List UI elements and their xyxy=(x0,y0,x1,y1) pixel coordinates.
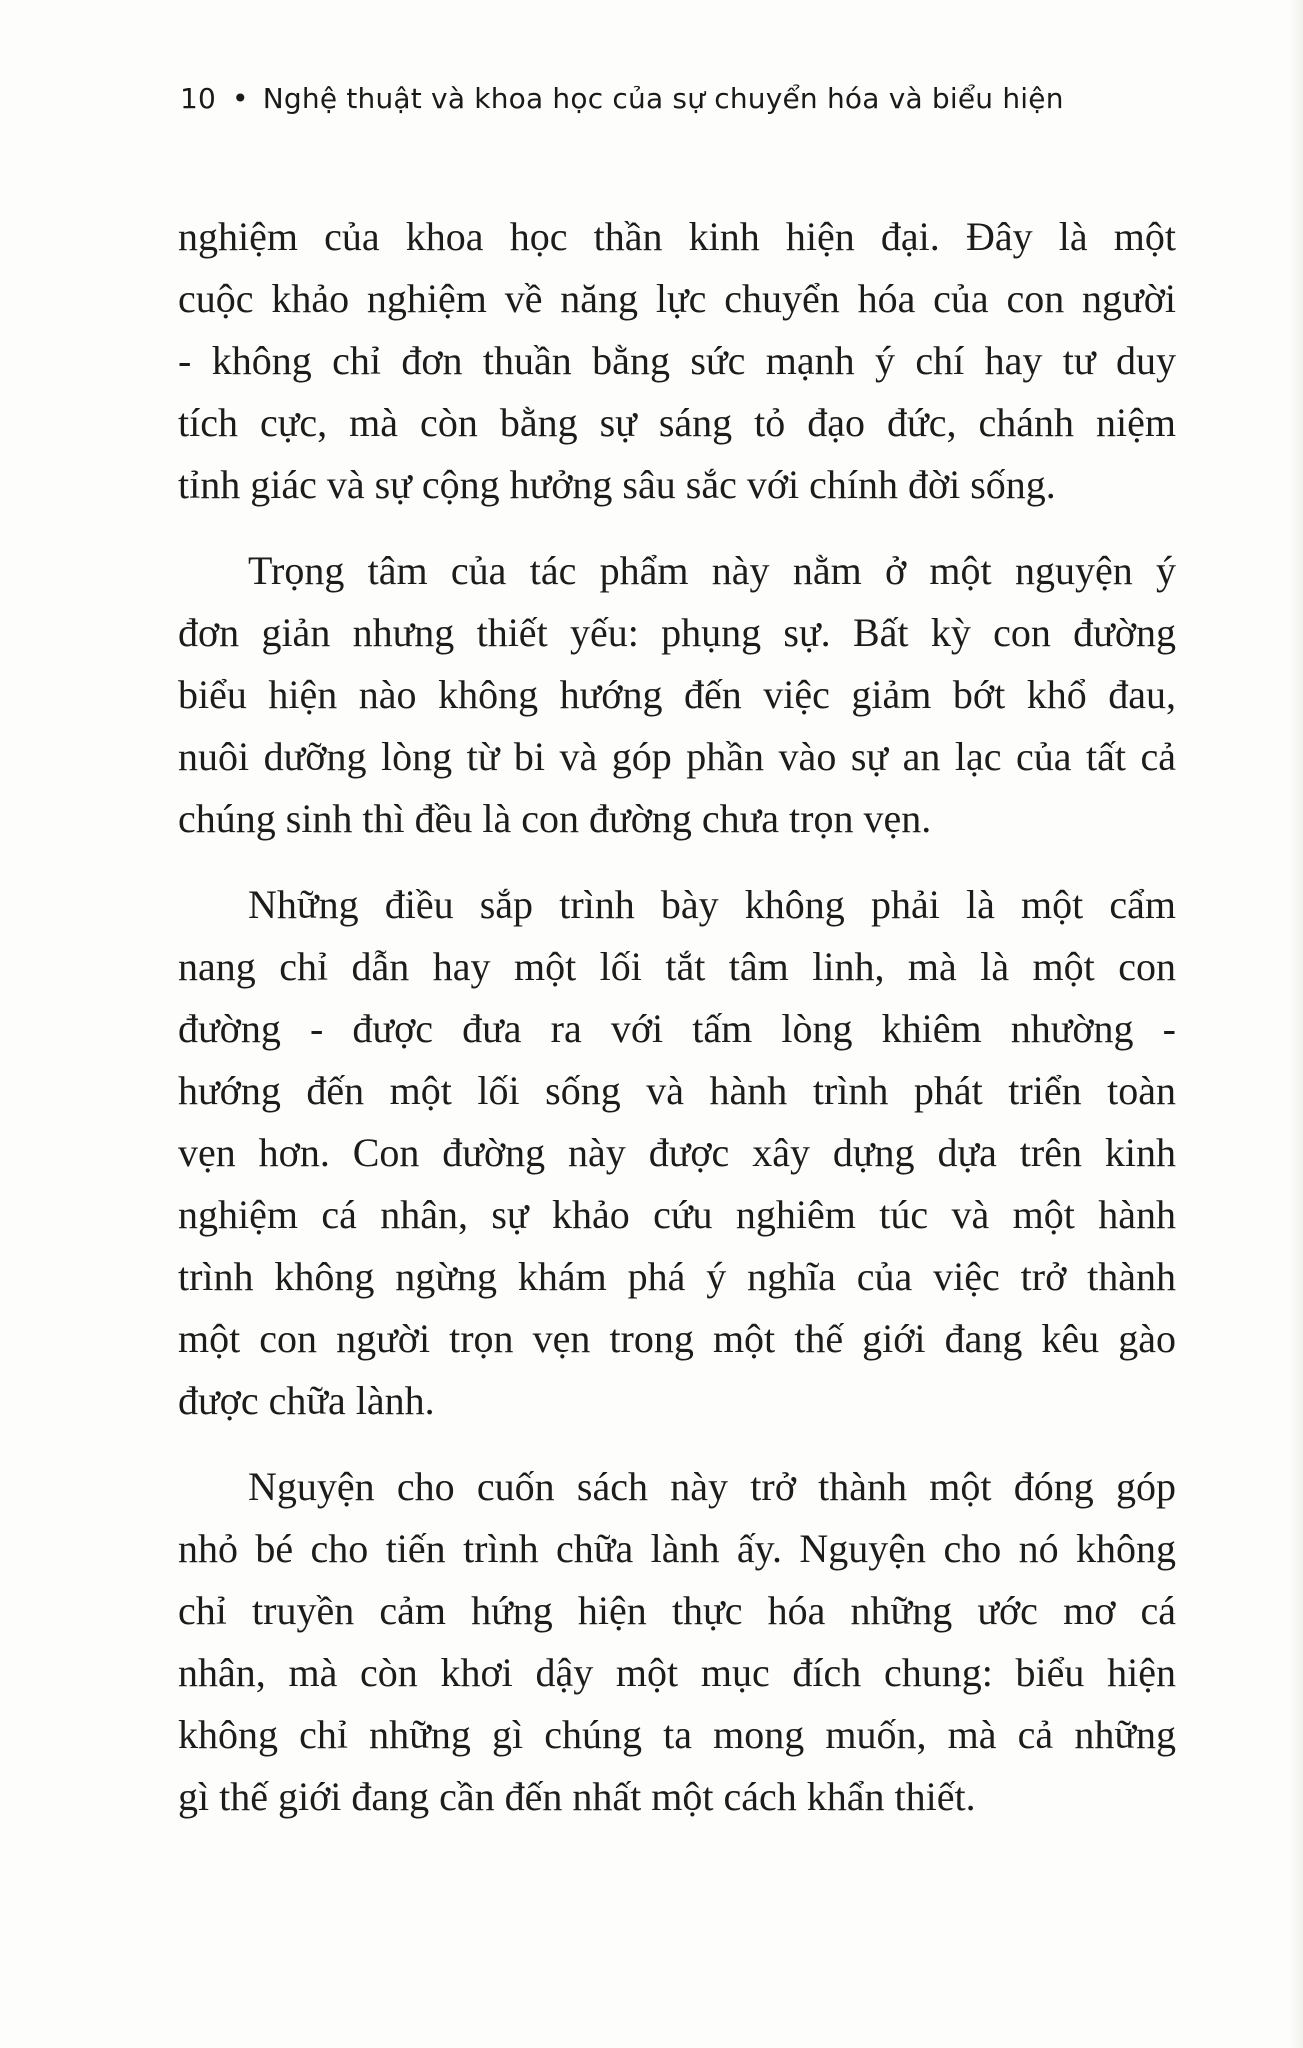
text-line: được chữa lành. xyxy=(178,1378,435,1423)
text-line: Trọng tâm của tác phẩm này nằm ở một nguyện ý xyxy=(248,548,1176,593)
text-line: Nguyện cho cuốn sách này trở thành một đóng góp xyxy=(248,1464,1176,1509)
text-line: trình không ngừng khám phá ý nghĩa của việc trở thành xyxy=(178,1254,1176,1299)
paragraph xyxy=(178,540,1176,850)
text-line: nhân, mà còn khơi dậy một mục đích chung: biểu hiện xyxy=(178,1650,1176,1695)
text-line: cuộc khảo nghiệm về năng lực chuyển hóa của con người xyxy=(178,276,1176,321)
book-title: Nghệ thuật và khoa học của sự chuyển hóa và biểu hiện xyxy=(262,82,1064,115)
text-line: hướng đến một lối sống và hành trình phát triển toàn xyxy=(178,1068,1176,1113)
page-edge-shadow xyxy=(1289,0,1303,2048)
text-line: không chỉ những gì chúng ta mong muốn, mà cả những xyxy=(178,1712,1176,1757)
text-line: nghiệm cá nhân, sự khảo cứu nghiêm túc và một hành xyxy=(178,1192,1176,1237)
text-line: chúng sinh thì đều là con đường chưa trọn vẹn. xyxy=(178,796,932,841)
paragraph xyxy=(178,1456,1176,1828)
text-line: tỉnh giác và sự cộng hưởng sâu sắc với chính đời sống. xyxy=(178,462,1056,507)
text-line: Những điều sắp trình bày không phải là một cẩm xyxy=(248,882,1176,927)
running-header xyxy=(180,82,1180,115)
text-line: tích cực, mà còn bằng sự sáng tỏ đạo đức, chánh niệm xyxy=(178,400,1176,445)
text-line: nghiệm của khoa học thần kinh hiện đại. Đây là một xyxy=(178,214,1176,259)
text-line: - không chỉ đơn thuần bằng sức mạnh ý chí hay tư duy xyxy=(178,338,1176,383)
text-line: nuôi dưỡng lòng từ bi và góp phần vào sự an lạc của tất cả xyxy=(178,734,1176,779)
text-line: biểu hiện nào không hướng đến việc giảm bớt khổ đau, xyxy=(178,672,1176,717)
text-line: nang chỉ dẫn hay một lối tắt tâm linh, mà là một con xyxy=(178,944,1176,989)
text-line: vẹn hơn. Con đường này được xây dựng dựa trên kinh xyxy=(178,1130,1176,1175)
paragraph xyxy=(178,874,1176,1432)
text-line: chỉ truyền cảm hứng hiện thực hóa những ước mơ cá xyxy=(178,1588,1176,1633)
text-line: đường - được đưa ra với tấm lòng khiêm nhường - xyxy=(178,1006,1176,1051)
text-line: nhỏ bé cho tiến trình chữa lành ấy. Nguyện cho nó không xyxy=(178,1526,1176,1571)
text-line: một con người trọn vẹn trong một thế giới đang kêu gào xyxy=(178,1316,1176,1361)
page-number: 10 xyxy=(180,82,217,115)
paragraph xyxy=(178,206,1176,516)
text-line: đơn giản nhưng thiết yếu: phụng sự. Bất kỳ con đường xyxy=(178,610,1176,655)
header-bullet: • xyxy=(232,82,249,115)
text-line: gì thế giới đang cần đến nhất một cách khẩn thiết. xyxy=(178,1774,976,1819)
body-text xyxy=(178,206,1176,1828)
